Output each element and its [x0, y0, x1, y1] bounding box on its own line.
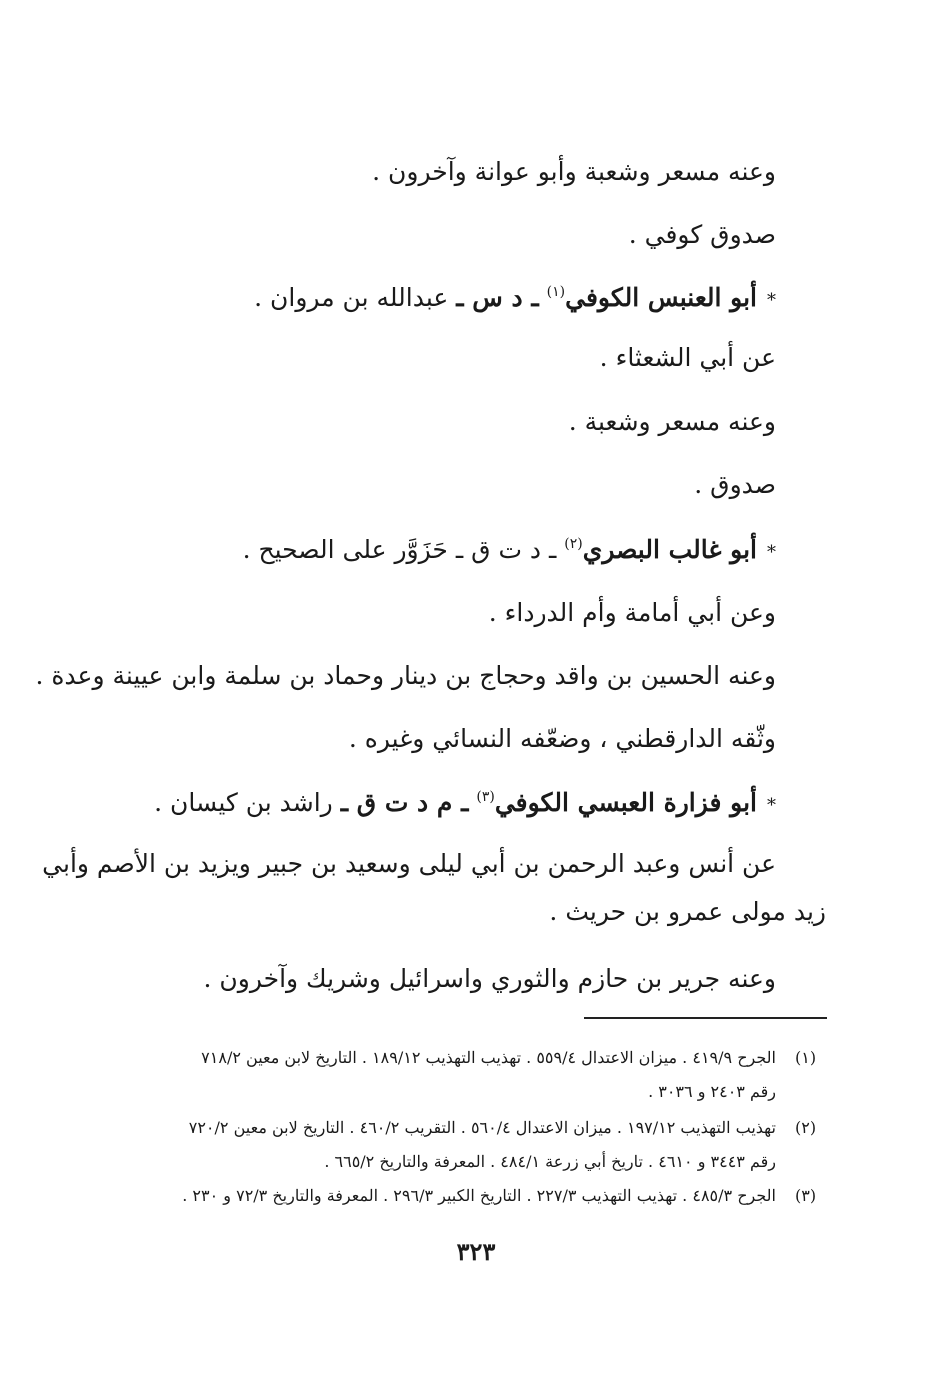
entry-rest: راشد بن كيسان . — [154, 788, 333, 817]
text-line: وثّقه الدارقطني ، وضعّفه النسائي وغيره . — [348, 724, 776, 753]
footnote-text: الجرح ٤١٩/٩ . ميزان الاعتدال ٥٥٩/٤ . تهذيب التهذيب ١٨٩/١٢ . التاريخ لابن معين ٧١٨/٢ — [201, 1048, 776, 1067]
entry-star-icon: * — [767, 795, 776, 816]
footnote-text: رقم ٣٤٤٣ و ٤٦١٠ . تاريخ أبي زرعة ٤٨٤/١ . المعرفة والتاريخ ٦٦٥/٢ . — [324, 1152, 776, 1171]
entry-codes: ـ د س ـ — [456, 283, 539, 312]
text-line: زيد مولى عمرو بن حريث . — [549, 897, 826, 926]
text-line: وعنه جرير بن حازم والثوري واسرائيل وشريك وآخرون . — [203, 964, 776, 993]
entry-name: أبو فزارة العبسي الكوفي — [494, 788, 757, 817]
footnote-text: تهذيب التهذيب ١٩٧/١٢ . ميزان الاعتدال ٥٦٠/٤ . التقريب ٤٦٠/٢ . التاريخ لابن معين ٧٢٠/٢ — [188, 1118, 776, 1137]
text-line: صدوق كوفي . — [628, 220, 776, 249]
footnote-divider — [584, 1017, 827, 1019]
entry-rest: عبدالله بن مروان . — [254, 283, 449, 312]
text-line: صدوق . — [694, 470, 776, 499]
footnote-ref: (٣) — [476, 789, 495, 805]
footnote-text: الجرح ٤٨٥/٣ . تهذيب التهذيب ٢٢٧/٣ . التاريخ الكبير ٢٩٦/٣ . المعرفة والتاريخ ٧٢/٣ و ٢٣٠ . — [182, 1186, 776, 1205]
text-line: وعن أبي أمامة وأم الدرداء . — [488, 598, 776, 627]
entry-codes: ـ م د ت ق ـ — [340, 788, 469, 817]
text-line: وعنه الحسين بن واقد وحجاج بن دينار وحماد بن سلمة وابن عيينة وعدة . — [35, 661, 776, 690]
text-line: عن أبي الشعثاء . — [599, 343, 776, 372]
entry-rest: حَزَوَّر على الصحيح . — [242, 535, 448, 564]
text-line: عن أنس وعبد الرحمن بن أبي ليلى وسعيد بن جبير ويزيد بن الأصم وأبي — [42, 849, 776, 878]
text-line: وعنه مسعر وشعبة . — [568, 407, 776, 436]
biography-entry-heading — [243, 533, 776, 570]
text-line: وعنه مسعر وشعبة وأبو عوانة وآخرون . — [372, 157, 776, 186]
biography-entry-heading — [154, 786, 776, 823]
entry-name: أبو العنبس الكوفي — [565, 283, 757, 312]
entry-name: أبو غالب البصري — [582, 535, 757, 564]
entry-codes: ـ د ت ق ـ — [455, 535, 557, 564]
footnote-number: (٣) — [795, 1186, 817, 1205]
entry-star-icon: * — [767, 542, 776, 563]
footnote-text: رقم ٢٤٠٣ و ٣٠٣٦ . — [648, 1082, 776, 1101]
footnote-number: (٢) — [795, 1118, 817, 1137]
biography-entry-heading — [254, 281, 776, 318]
entry-star-icon: * — [767, 290, 776, 311]
footnote-ref: (١) — [546, 284, 566, 300]
footnote-ref: (٢) — [564, 536, 583, 552]
page-number: ٣٢٣ — [456, 1237, 496, 1266]
footnote-number: (١) — [795, 1048, 817, 1067]
